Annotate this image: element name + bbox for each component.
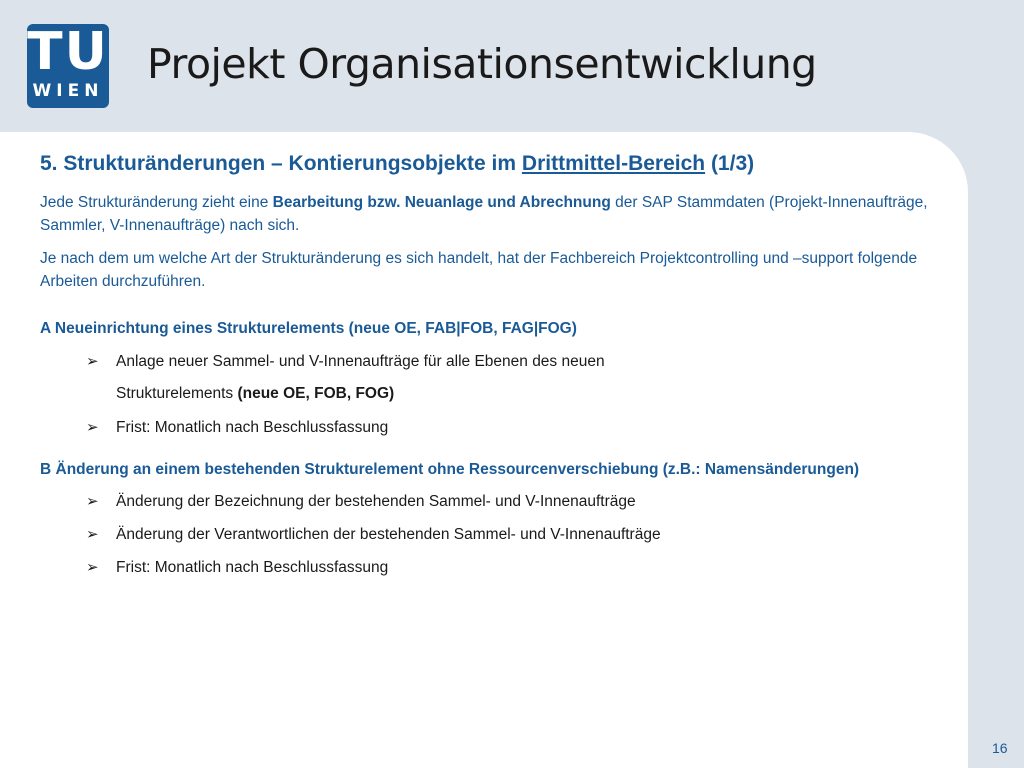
section-a-bullet-1-text: Anlage neuer Sammel- und V-Innenaufträge für alle Ebenen des neuen: [116, 353, 605, 370]
section-b-bullet-1-text: Änderung der Bezeichnung der bestehenden Sammel- und V-Innenaufträge: [116, 493, 636, 510]
subtitle-underlined: Drittmittel-Bereich: [521, 152, 706, 175]
section-b-bullet-3-text: Frist: Monatlich nach Beschlussfassung: [116, 559, 389, 576]
section-a-bullet-1: [86, 352, 605, 371]
section-a-bullet-1-line2-a: Strukturelements: [116, 385, 238, 402]
subtitle-prefix: 5. Strukturänderungen – Kontierungsobjekte im: [40, 152, 522, 175]
intro-p1-b: Bearbeitung bzw. Neuanlage und Abrechnung: [272, 194, 611, 211]
section-b-bullet-2: [86, 525, 661, 544]
intro-p1-c: der SAP Stammdaten (Projekt-Innenaufträge, Sammler, V-Innenaufträge) nach sich.: [40, 194, 928, 234]
section-b-bullet-3: [86, 558, 388, 577]
section-subtitle: [40, 152, 754, 176]
arrow-bullet-icon: ➢: [86, 493, 99, 510]
section-a-bullet-1-continued: [116, 385, 394, 403]
logo-tu-text: TU: [27, 22, 109, 82]
section-a-bullet-2-text: Frist: Monatlich nach Beschlussfassung: [116, 419, 389, 436]
arrow-bullet-icon: ➢: [86, 419, 99, 436]
intro-paragraph-2: Je nach dem um welche Art der Strukturänderung es sich handelt, hat der Fachbereich Projektcontrolling und –support folgende Arbeiten durchzuführen.: [40, 250, 918, 290]
page-number: 16: [992, 740, 1008, 756]
tu-wien-logo: [27, 24, 109, 108]
section-b-bullet-1: [86, 492, 636, 511]
right-strip: [968, 132, 1024, 768]
subtitle-suffix: (1/3): [705, 152, 755, 175]
arrow-bullet-icon: ➢: [86, 559, 99, 576]
section-b-heading: B Änderung an einem bestehenden Strukturelement ohne Ressourcenverschiebung (z.B.: Namensänderungen): [40, 461, 860, 478]
intro-paragraph-1: [40, 191, 950, 237]
slide-title: Projekt Organisationsentwicklung: [147, 40, 817, 88]
section-a-bullet-1-line2-b: (neue OE, FOB, FOG): [237, 385, 395, 402]
arrow-bullet-icon: ➢: [86, 353, 99, 370]
section-b-bullet-2-text: Änderung der Verantwortlichen der bestehenden Sammel- und V-Innenaufträge: [116, 526, 661, 543]
logo-wien-text: WIEN: [32, 81, 104, 101]
section-a-heading: A Neueinrichtung eines Strukturelements (neue OE, FAB|FOB, FAG|FOG): [40, 320, 577, 337]
section-a-bullet-2: [86, 418, 388, 437]
arrow-bullet-icon: ➢: [86, 526, 99, 543]
intro-p1-a: Jede Strukturänderung zieht eine: [40, 194, 273, 211]
